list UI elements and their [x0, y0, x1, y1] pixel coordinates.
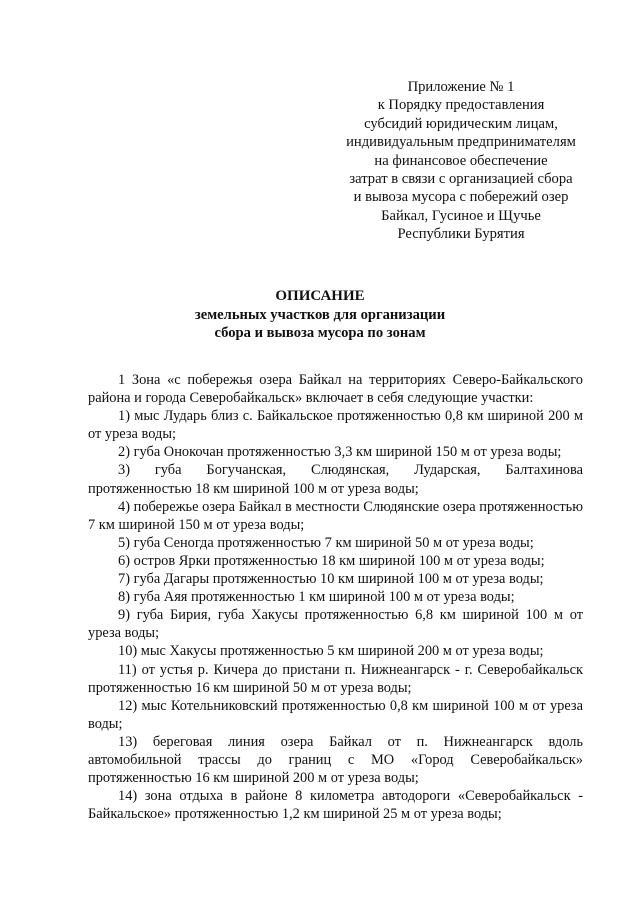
list-item: 4) побережье озера Байкал в местности Слюдянские озера протяженностью 7 км шириной 150 м от уреза воды; [88, 498, 583, 533]
document-body [88, 371, 583, 823]
appendix-line: Приложение № 1 [407, 79, 515, 95]
list-item: 6) остров Ярки протяженностью 18 км шириной 100 м от уреза воды; [118, 552, 545, 569]
list-item: 12) мыс Котельниковский протяженностью 0,8 км шириной 100 м от уреза воды; [88, 697, 583, 732]
list-item: 14) зона отдыха в районе 8 километра автодороги «Северобайкальск - Байкальское» протяженностью 1,2 км шириной 25 м от уреза воды; [88, 788, 583, 823]
appendix-line: к Порядку предоставления [377, 97, 545, 114]
list-item: 10) мыс Хакусы протяженностью 5 км шириной 200 м от уреза воды; [118, 643, 544, 660]
appendix-line: и вывоза мусора с побережий озер [353, 189, 569, 206]
appendix-header [346, 78, 576, 244]
list-item: 3) губа Богучанская, Слюдянская, Лударская, Балтахинова протяженностью 18 км шириной 100 м от уреза воды; [88, 462, 583, 497]
document-subtitle-line: сбора и вывоза мусора по зонам [214, 325, 426, 342]
zone-intro-paragraph: 1 Зона «с побережья озера Байкал на территориях Северо-Байкальского района и города Северобайкальск» включает в себя следующие участки: [88, 372, 583, 407]
list-item: 2) губа Онокочан протяженностью 3,3 км шириной 150 м от уреза воды; [118, 444, 562, 461]
list-item: 11) от устья р. Кичера до пристани п. Нижнеангарск - г. Северобайкальск протяженностью 16 км шириной 50 м от уреза воды; [88, 661, 583, 696]
appendix-line: Республики Бурятия [397, 226, 525, 243]
list-item: 7) губа Дагары протяженностью 10 км шириной 100 м от уреза воды; [118, 571, 544, 588]
document-subtitle-line: земельных участков для организации [194, 306, 446, 323]
document-heading [0, 287, 640, 343]
appendix-line: Байкал, Гусиное и Щучье [381, 207, 541, 224]
appendix-line: на финансовое обеспечение [374, 152, 548, 169]
appendix-line: затрат в связи с организацией сбора [349, 171, 573, 188]
list-item: 13) береговая линия озера Байкал от п. Нижнеангарск вдоль автомобильной трассы до границ с МО «Город Северобайкальск» протяженностью 16 км шириной 200 м от уреза воды; [88, 733, 583, 787]
list-item: 5) губа Сеногда протяженностью 7 км шириной 50 м от уреза воды; [118, 534, 534, 551]
list-item: 1) мыс Лударь близ с. Байкальское протяженностью 0,8 км шириной 200 м от уреза воды; [88, 408, 583, 443]
appendix-line: субсидий юридическим лицам, [364, 115, 558, 132]
document-title: ОПИСАНИЕ [275, 288, 365, 304]
list-item: 8) губа Аяя протяженностью 1 км шириной 100 м от уреза воды; [118, 589, 515, 606]
appendix-line: индивидуальным предпринимателям [346, 134, 576, 151]
list-item: 9) губа Бирия, губа Хакусы протяженностью 6,8 км шириной 100 м от уреза воды; [88, 607, 583, 642]
